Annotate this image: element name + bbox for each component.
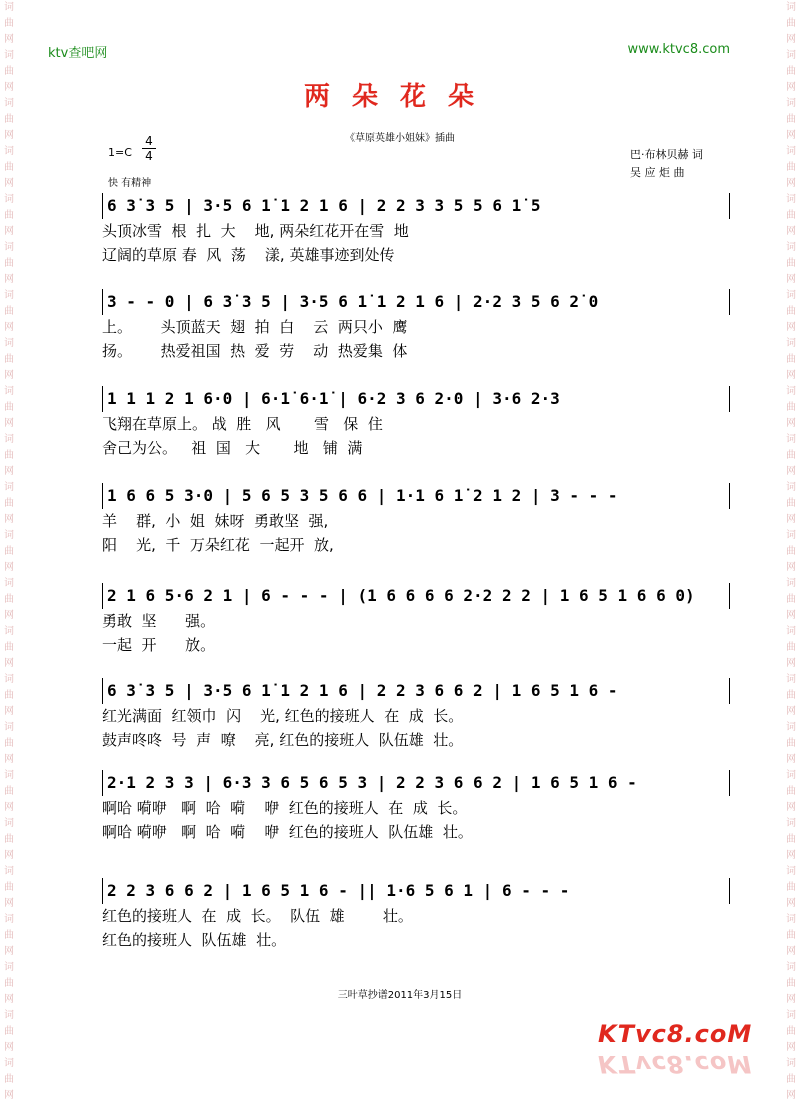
score-system [102, 678, 730, 752]
watermark-char: 词 [786, 146, 796, 157]
score-system [102, 878, 730, 952]
watermark-char: 网 [786, 418, 796, 429]
watermark-char: 网 [4, 658, 14, 669]
watermark-char: 词 [4, 290, 14, 301]
watermark-char: 词 [4, 626, 14, 637]
watermark-char: 词 [786, 530, 796, 541]
watermark-char: 词 [786, 962, 796, 973]
watermark-char: 曲 [4, 114, 14, 125]
lyric-line: 头顶冰雪 根 扎 大 地, 两朵红花开在雪 地 [102, 222, 409, 240]
watermark-char: 词 [4, 338, 14, 349]
lyric-line: 阳 光, 千 万朵红花 一起开 放, [102, 536, 334, 554]
watermark-char: 曲 [4, 930, 14, 941]
watermark-char: 曲 [786, 306, 796, 317]
watermark-char: 曲 [4, 882, 14, 893]
watermark-char: 网 [786, 562, 796, 573]
transcriber-note: 三叶草抄谱2011年3月15日 [337, 990, 463, 1001]
watermark-char: 网 [786, 1090, 796, 1101]
watermark-char: 网 [4, 130, 14, 141]
lyric-line: 辽阔的草原 春 风 荡 漾, 英雄事迹到处传 [102, 246, 395, 264]
watermark-char: 词 [786, 290, 796, 301]
watermark-char: 网 [786, 466, 796, 477]
watermark-char: 网 [786, 802, 796, 813]
watermark-char: 词 [4, 962, 14, 973]
watermark-char: 曲 [786, 210, 796, 221]
watermark-char: 词 [4, 1010, 14, 1021]
watermark-char: 网 [4, 754, 14, 765]
watermark-char: 曲 [786, 18, 796, 29]
watermark-char: 曲 [4, 1074, 14, 1085]
watermark-char: 网 [4, 1042, 14, 1053]
watermark-char: 曲 [4, 354, 14, 365]
watermark-char: 词 [4, 722, 14, 733]
watermark-char: 曲 [4, 594, 14, 605]
watermark-char: 曲 [4, 258, 14, 269]
watermark-char: 词 [786, 242, 796, 253]
watermark-char: 网 [786, 658, 796, 669]
watermark-char: 网 [786, 994, 796, 1005]
lyric-line: 一起 开 放。 [102, 636, 216, 654]
score-system [102, 289, 730, 363]
score-system [102, 770, 730, 844]
watermark-char: 词 [786, 722, 796, 733]
watermark-char: 词 [4, 482, 14, 493]
score-system [102, 483, 730, 557]
tempo-marking: 快 有精神 [108, 178, 152, 189]
site-name: ktv查吧网 [48, 46, 108, 61]
watermark-char: 曲 [786, 162, 796, 173]
watermark-char: 词 [4, 2, 14, 13]
watermark-char: 网 [4, 946, 14, 957]
watermark-char: 网 [4, 466, 14, 477]
watermark-char: 曲 [4, 738, 14, 749]
watermark-char: 词 [786, 50, 796, 61]
watermark-char: 曲 [786, 594, 796, 605]
watermark-char: 曲 [786, 450, 796, 461]
watermark-char: 网 [4, 226, 14, 237]
watermark-char: 曲 [4, 402, 14, 413]
watermark-char: 词 [786, 98, 796, 109]
watermark-char: 词 [786, 866, 796, 877]
watermark-char: 曲 [4, 450, 14, 461]
watermark-char: 曲 [786, 786, 796, 797]
lyric-line: 红色的接班人 在 成 长。 队伍 雄 壮。 [102, 907, 413, 925]
watermark-char: 网 [4, 706, 14, 717]
watermark-char: 网 [786, 226, 796, 237]
watermark-char: 曲 [786, 978, 796, 989]
watermark-char: 词 [786, 194, 796, 205]
watermark-char: 曲 [4, 690, 14, 701]
watermark-char: 曲 [4, 642, 14, 653]
time-signature [142, 134, 156, 163]
watermark-char: 曲 [4, 1026, 14, 1037]
watermark-char: 网 [786, 274, 796, 285]
score-system [102, 386, 730, 460]
lyric-line: 舍己为公。 祖 国 大 地 铺 满 [102, 439, 363, 457]
watermark-char: 曲 [4, 498, 14, 509]
notation-line: 6 3̇ 3 5 | 3·5 6 1̇ 1 2 1 6 | 2 2 3 6 6 2 | 1 6 5 1 6 - [102, 678, 730, 704]
watermark-char: 曲 [786, 498, 796, 509]
watermark-char: 词 [4, 50, 14, 61]
side-watermark-right [784, 0, 798, 1112]
watermark-char: 词 [4, 578, 14, 589]
watermark-char: 曲 [4, 18, 14, 29]
watermark-char: 网 [786, 850, 796, 861]
site-url[interactable]: www.ktvc8.com [627, 42, 730, 57]
watermark-char: 词 [786, 386, 796, 397]
watermark-char: 曲 [4, 834, 14, 845]
watermark-char: 网 [4, 1090, 14, 1101]
notation-line: 6 3̇ 3 5 | 3·5 6 1̇ 1 2 1 6 | 2 2 3 3 5 5 6 1̇ 5 [102, 193, 730, 219]
meter-bottom: 4 [145, 149, 153, 163]
watermark-char: 词 [4, 914, 14, 925]
watermark-char: 词 [4, 530, 14, 541]
watermark-char: 曲 [786, 66, 796, 77]
watermark-char: 词 [4, 146, 14, 157]
watermark-char: 网 [4, 178, 14, 189]
watermark-char: 网 [786, 322, 796, 333]
watermark-char: 曲 [4, 210, 14, 221]
lyric-line: 啊哈 嗬咿 啊 哈 嗬 咿 红色的接班人 在 成 长。 [102, 799, 468, 817]
lyric-line: 红色的接班人 队伍雄 壮。 [102, 931, 287, 949]
watermark-char: 曲 [786, 882, 796, 893]
notation-line: 3 - - 0 | 6 3̇ 3 5 | 3·5 6 1̇ 1 2 1 6 | 2·2 3 5 6 2̇ 0 [102, 289, 730, 315]
watermark-char: 词 [4, 818, 14, 829]
song-title: 两朵花朵 [303, 82, 496, 112]
watermark-char: 网 [4, 322, 14, 333]
site-logo-reflection: KTvc8.coM [598, 1050, 753, 1078]
watermark-char: 网 [4, 898, 14, 909]
song-subtitle: 《草原英雄小姐妹》插曲 [345, 133, 455, 144]
notation-line: 2 2 3 6 6 2 | 1 6 5 1 6 - || 1·6 5 6 1 | 6 - - - [102, 878, 730, 904]
score-system [102, 193, 730, 267]
watermark-char: 网 [4, 850, 14, 861]
watermark-char: 词 [786, 434, 796, 445]
key-signature: 1=C [108, 146, 132, 159]
side-watermark-left [2, 0, 16, 1112]
watermark-char: 网 [786, 178, 796, 189]
watermark-char: 网 [4, 34, 14, 45]
watermark-char: 曲 [786, 354, 796, 365]
watermark-char: 网 [786, 898, 796, 909]
watermark-char: 网 [786, 610, 796, 621]
watermark-char: 词 [4, 434, 14, 445]
watermark-char: 曲 [786, 642, 796, 653]
watermark-char: 词 [4, 98, 14, 109]
lyric-line: 勇敢 坚 强。 [102, 612, 216, 630]
watermark-char: 词 [4, 1058, 14, 1069]
lyric-line: 红光满面 红领巾 闪 光, 红色的接班人 在 成 长。 [102, 707, 464, 725]
lyricist-credit: 巴·布林贝赫 词 [630, 148, 703, 161]
lyric-line: 羊 群, 小 姐 妹呀 勇敢坚 强, [102, 512, 329, 530]
notation-line: 1 6 6 5 3·0 | 5 6 5 3 5 6 6 | 1·1 6 1̇ 2 1 2 | 3 - - - [102, 483, 730, 509]
lyric-line: 鼓声咚咚 号 声 嘹 亮, 红色的接班人 队伍雄 壮。 [102, 731, 464, 749]
watermark-char: 网 [4, 274, 14, 285]
lyric-line: 上。 头顶蓝天 翅 拍 白 云 两只小 鹰 [102, 318, 408, 336]
lyric-line: 啊哈 嗬咿 啊 哈 嗬 咿 红色的接班人 队伍雄 壮。 [102, 823, 473, 841]
watermark-char: 词 [786, 626, 796, 637]
watermark-char: 词 [4, 866, 14, 877]
watermark-char: 网 [4, 418, 14, 429]
watermark-char: 网 [786, 82, 796, 93]
watermark-char: 网 [786, 370, 796, 381]
watermark-char: 曲 [786, 738, 796, 749]
watermark-char: 网 [786, 130, 796, 141]
watermark-char: 曲 [4, 306, 14, 317]
watermark-char: 曲 [786, 690, 796, 701]
watermark-char: 词 [4, 770, 14, 781]
watermark-char: 词 [786, 914, 796, 925]
meter-top: 4 [142, 134, 156, 149]
watermark-char: 网 [4, 514, 14, 525]
watermark-char: 网 [786, 1042, 796, 1053]
watermark-char: 曲 [786, 1074, 796, 1085]
watermark-char: 网 [786, 34, 796, 45]
watermark-char: 词 [786, 578, 796, 589]
watermark-char: 网 [4, 994, 14, 1005]
lyric-line: 扬。 热爱祖国 热 爱 劳 动 热爱集 体 [102, 342, 408, 360]
watermark-char: 网 [786, 514, 796, 525]
watermark-char: 曲 [786, 114, 796, 125]
watermark-char: 词 [786, 1058, 796, 1069]
watermark-char: 曲 [786, 1026, 796, 1037]
watermark-char: 词 [786, 2, 796, 13]
composer-credit: 吴 应 炬 曲 [630, 166, 685, 179]
site-logo: KTvc8.coM [598, 1020, 753, 1048]
watermark-char: 曲 [4, 546, 14, 557]
watermark-char: 网 [4, 370, 14, 381]
watermark-char: 网 [4, 562, 14, 573]
watermark-char: 词 [786, 818, 796, 829]
watermark-char: 曲 [786, 930, 796, 941]
watermark-char: 曲 [4, 786, 14, 797]
score-system [102, 583, 730, 657]
watermark-char: 曲 [786, 546, 796, 557]
watermark-char: 词 [786, 1010, 796, 1021]
watermark-char: 曲 [4, 66, 14, 77]
watermark-char: 词 [4, 194, 14, 205]
watermark-char: 网 [786, 706, 796, 717]
watermark-char: 词 [786, 338, 796, 349]
watermark-char: 曲 [786, 402, 796, 413]
notation-line: 2 1 6 5·6 2 1 | 6 - - - | (1 6 6 6 6 2·2 2 2 | 1 6 5 1 6 6 0) [102, 583, 730, 609]
watermark-char: 网 [4, 802, 14, 813]
watermark-char: 词 [786, 770, 796, 781]
watermark-char: 词 [786, 674, 796, 685]
watermark-char: 词 [4, 386, 14, 397]
watermark-char: 曲 [4, 162, 14, 173]
watermark-char: 网 [4, 82, 14, 93]
lyric-line: 飞翔在草原上。 战 胜 风 雪 保 住 [102, 415, 383, 433]
watermark-char: 曲 [786, 834, 796, 845]
watermark-char: 网 [786, 754, 796, 765]
watermark-char: 词 [4, 242, 14, 253]
watermark-char: 词 [786, 482, 796, 493]
watermark-char: 网 [4, 610, 14, 621]
watermark-char: 曲 [786, 258, 796, 269]
watermark-char: 曲 [4, 978, 14, 989]
watermark-char: 词 [4, 674, 14, 685]
watermark-char: 网 [786, 946, 796, 957]
notation-line: 2·1 2 3 3 | 6·3 3 6 5 6 5 3 | 2 2 3 6 6 2 | 1 6 5 1 6 - [102, 770, 730, 796]
notation-line: 1 1 1 2 1 6·0 | 6·1̇ 6·1̇ | 6·2 3 6 2·0 | 3·6 2·3 [102, 386, 730, 412]
